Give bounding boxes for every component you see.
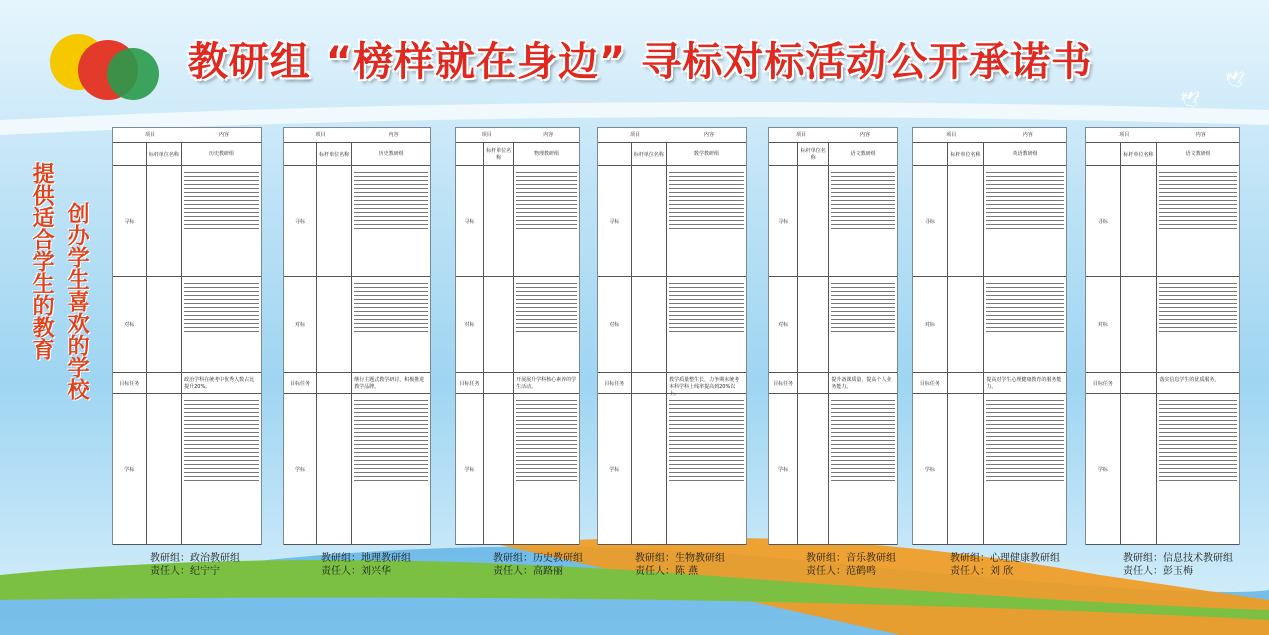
header-item: 项目 xyxy=(795,132,806,138)
row-label: 寻标 xyxy=(113,166,147,276)
header-item: 项目 xyxy=(315,132,326,138)
header-content: 内容 xyxy=(1195,132,1206,138)
row-label: 对标 xyxy=(456,277,484,372)
table-row xyxy=(1086,166,1239,277)
benchmark-label: 标杆单位名称 xyxy=(798,143,829,165)
header-content: 内容 xyxy=(1022,132,1033,138)
goal-text: 落实信息学生的优质服务。 xyxy=(1159,377,1220,383)
commitment-table xyxy=(597,127,747,545)
table-header xyxy=(284,128,430,143)
row-label: 目标任务 xyxy=(769,373,798,393)
table-row xyxy=(284,394,430,545)
table-row xyxy=(598,394,746,545)
table-row xyxy=(769,143,897,166)
row-content xyxy=(182,394,261,544)
slogan-right: 创办学生喜欢的学校 xyxy=(64,202,90,400)
row-label: 寻标 xyxy=(598,166,632,276)
group-name: 教研组：音乐教研组 xyxy=(806,553,896,564)
row-label: 学标 xyxy=(113,394,147,544)
slogan-left: 提供适合学生的教育 xyxy=(29,162,55,360)
header-item: 项目 xyxy=(1119,132,1130,138)
benchmark-unit: 数学教研组 xyxy=(694,151,720,157)
row-content xyxy=(829,166,897,276)
row-label: 对标 xyxy=(284,277,317,372)
commitment-table xyxy=(912,127,1067,545)
leader-name: 责任人：彭玉梅 xyxy=(1123,566,1193,577)
benchmark-unit: 语文教研组 xyxy=(1185,151,1211,157)
benchmark-unit: 语文教研组 xyxy=(850,151,876,157)
table-row xyxy=(598,143,746,166)
row-content xyxy=(829,277,897,372)
benchmark-unit: 历史教研组 xyxy=(378,151,404,157)
panel-footer xyxy=(493,552,583,578)
row-label: 学标 xyxy=(598,394,632,544)
row-label: 寻标 xyxy=(1086,166,1121,276)
table-row xyxy=(113,373,261,394)
row-label: 目标任务 xyxy=(913,373,948,393)
goal-text: 教学质量整生长，力争期末统考本科学科上线率提高到20%以上。 xyxy=(669,377,740,397)
row-content xyxy=(984,277,1066,372)
benchmark-label: 标杆单位名称 xyxy=(147,143,183,165)
commitment-table xyxy=(112,127,262,545)
page-title: 教研组 “榜样就在身边” 寻标对标活动公开承诺书 xyxy=(187,39,1093,85)
header-item: 项目 xyxy=(144,132,155,138)
benchmark-unit: 英语教研组 xyxy=(1012,151,1038,157)
table-row xyxy=(769,394,897,545)
row-content xyxy=(1157,394,1239,544)
row-label: 寻标 xyxy=(913,166,948,276)
table-row xyxy=(113,143,261,166)
table-row xyxy=(769,373,897,394)
row-content xyxy=(352,166,430,276)
row-content xyxy=(182,166,261,276)
table-row xyxy=(913,373,1066,394)
panel-footer xyxy=(806,552,896,578)
table-row xyxy=(284,277,430,373)
header-item: 项目 xyxy=(629,132,640,138)
group-name: 教研组：地理教研组 xyxy=(321,553,411,564)
row-label: 对标 xyxy=(113,277,147,372)
table-row xyxy=(598,166,746,277)
table-row xyxy=(1086,394,1239,545)
table-header xyxy=(598,128,746,143)
row-content xyxy=(667,277,746,372)
row-label: 对标 xyxy=(1086,277,1121,372)
table-row xyxy=(284,143,430,166)
row-content xyxy=(1157,277,1239,372)
table-row xyxy=(284,373,430,394)
leader-name: 责任人：高路丽 xyxy=(493,566,563,577)
group-name: 教研组：心理健康教研组 xyxy=(950,553,1060,564)
group-name: 教研组：信息技术教研组 xyxy=(1123,553,1233,564)
group-name: 教研组：生物教研组 xyxy=(635,553,725,564)
row-content xyxy=(984,394,1066,544)
table-row xyxy=(598,277,746,373)
benchmark-label: 标杆单位名称 xyxy=(1121,143,1158,165)
goal-text: 提升备课质量，提高个人业务能力。 xyxy=(831,377,892,390)
header-content: 内容 xyxy=(388,132,399,138)
row-label: 目标任务 xyxy=(456,373,484,393)
panel-footer xyxy=(635,552,725,578)
row-label: 对标 xyxy=(913,277,948,372)
table-header xyxy=(456,128,579,143)
benchmark-label: 标杆单位名称 xyxy=(317,143,352,165)
row-content xyxy=(514,394,579,544)
leader-name: 责任人：刘 欣 xyxy=(950,566,1014,577)
row-content xyxy=(352,277,430,372)
table-row xyxy=(913,277,1066,373)
leader-name: 责任人：纪宁宁 xyxy=(150,566,220,577)
row-content xyxy=(1157,166,1239,276)
table-row xyxy=(456,373,579,394)
commitment-table xyxy=(283,127,431,545)
benchmark-label: 标杆单位名称 xyxy=(632,143,668,165)
table-row xyxy=(1086,373,1239,394)
group-name: 教研组：历史教研组 xyxy=(493,553,583,564)
row-content xyxy=(352,394,430,544)
table-row xyxy=(113,166,261,277)
table-row xyxy=(284,166,430,277)
leader-name: 责任人：范鹤鸣 xyxy=(806,566,876,577)
benchmark-label: 标杆单位名称 xyxy=(948,143,985,165)
row-label: 对标 xyxy=(598,277,632,372)
row-content xyxy=(667,166,746,276)
row-content xyxy=(829,394,897,544)
commitment-table xyxy=(1085,127,1240,545)
table-row xyxy=(113,277,261,373)
table-row xyxy=(913,166,1066,277)
header-item: 项目 xyxy=(481,132,492,138)
table-row xyxy=(456,277,579,373)
row-label: 目标任务 xyxy=(113,373,147,393)
row-label: 寻标 xyxy=(456,166,484,276)
row-label: 学标 xyxy=(913,394,948,544)
row-label: 对标 xyxy=(769,277,798,372)
panel-footer xyxy=(321,552,411,578)
table-row xyxy=(113,394,261,545)
table-row xyxy=(456,394,579,545)
table-row xyxy=(1086,143,1239,166)
table-header xyxy=(769,128,897,143)
row-content xyxy=(514,166,579,276)
header-content: 内容 xyxy=(703,132,714,138)
panel-footer xyxy=(150,552,240,578)
table-row xyxy=(456,166,579,277)
header-content: 内容 xyxy=(218,132,229,138)
decorative-circles xyxy=(48,32,158,102)
row-content xyxy=(984,166,1066,276)
panel-footer xyxy=(1123,552,1233,578)
row-label: 学标 xyxy=(284,394,317,544)
row-label: 寻标 xyxy=(284,166,317,276)
benchmark-label: 标杆单位名称 xyxy=(484,143,514,165)
header-content: 内容 xyxy=(543,132,554,138)
dove-icon: 🕊 xyxy=(1180,90,1201,109)
table-row xyxy=(913,394,1066,545)
table-row xyxy=(598,373,746,397)
row-content xyxy=(514,277,579,372)
group-name: 教研组：政治教研组 xyxy=(150,553,240,564)
table-row xyxy=(456,143,579,166)
leader-name: 责任人：陈 燕 xyxy=(635,566,699,577)
header-item: 项目 xyxy=(946,132,957,138)
header-content: 内容 xyxy=(859,132,870,138)
row-label: 目标任务 xyxy=(284,373,317,393)
goal-text: 提高对学生心理健康教育的服务能力。 xyxy=(986,377,1062,390)
table-row xyxy=(913,143,1066,166)
table-row xyxy=(769,166,897,277)
row-label: 寻标 xyxy=(769,166,798,276)
table-header xyxy=(113,128,261,143)
goal-text: 政治学科在统考中优秀人数占比提升20%。 xyxy=(184,377,255,390)
table-header xyxy=(1086,128,1239,143)
table-header xyxy=(913,128,1066,143)
goal-text: 继行主题式教学研讨，积极推进教学品牌。 xyxy=(354,377,425,390)
table-row xyxy=(769,277,897,373)
benchmark-unit: 历史教研组 xyxy=(209,151,235,157)
row-content xyxy=(667,394,746,544)
goal-text: 开展展升学科核心素养的学生活动。 xyxy=(516,377,577,390)
row-label: 学标 xyxy=(769,394,798,544)
leader-name: 责任人：刘兴华 xyxy=(321,566,391,577)
commitment-table xyxy=(768,127,898,545)
table-row xyxy=(1086,277,1239,373)
row-label: 目标任务 xyxy=(1086,373,1121,393)
panel-footer xyxy=(950,552,1060,578)
dove-icon: 🕊 xyxy=(1225,70,1246,89)
row-content xyxy=(182,277,261,372)
commitment-table xyxy=(455,127,580,545)
row-label: 目标任务 xyxy=(598,373,632,393)
row-label: 学标 xyxy=(456,394,484,544)
row-label: 学标 xyxy=(1086,394,1121,544)
benchmark-unit: 物理教研组 xyxy=(534,151,560,157)
